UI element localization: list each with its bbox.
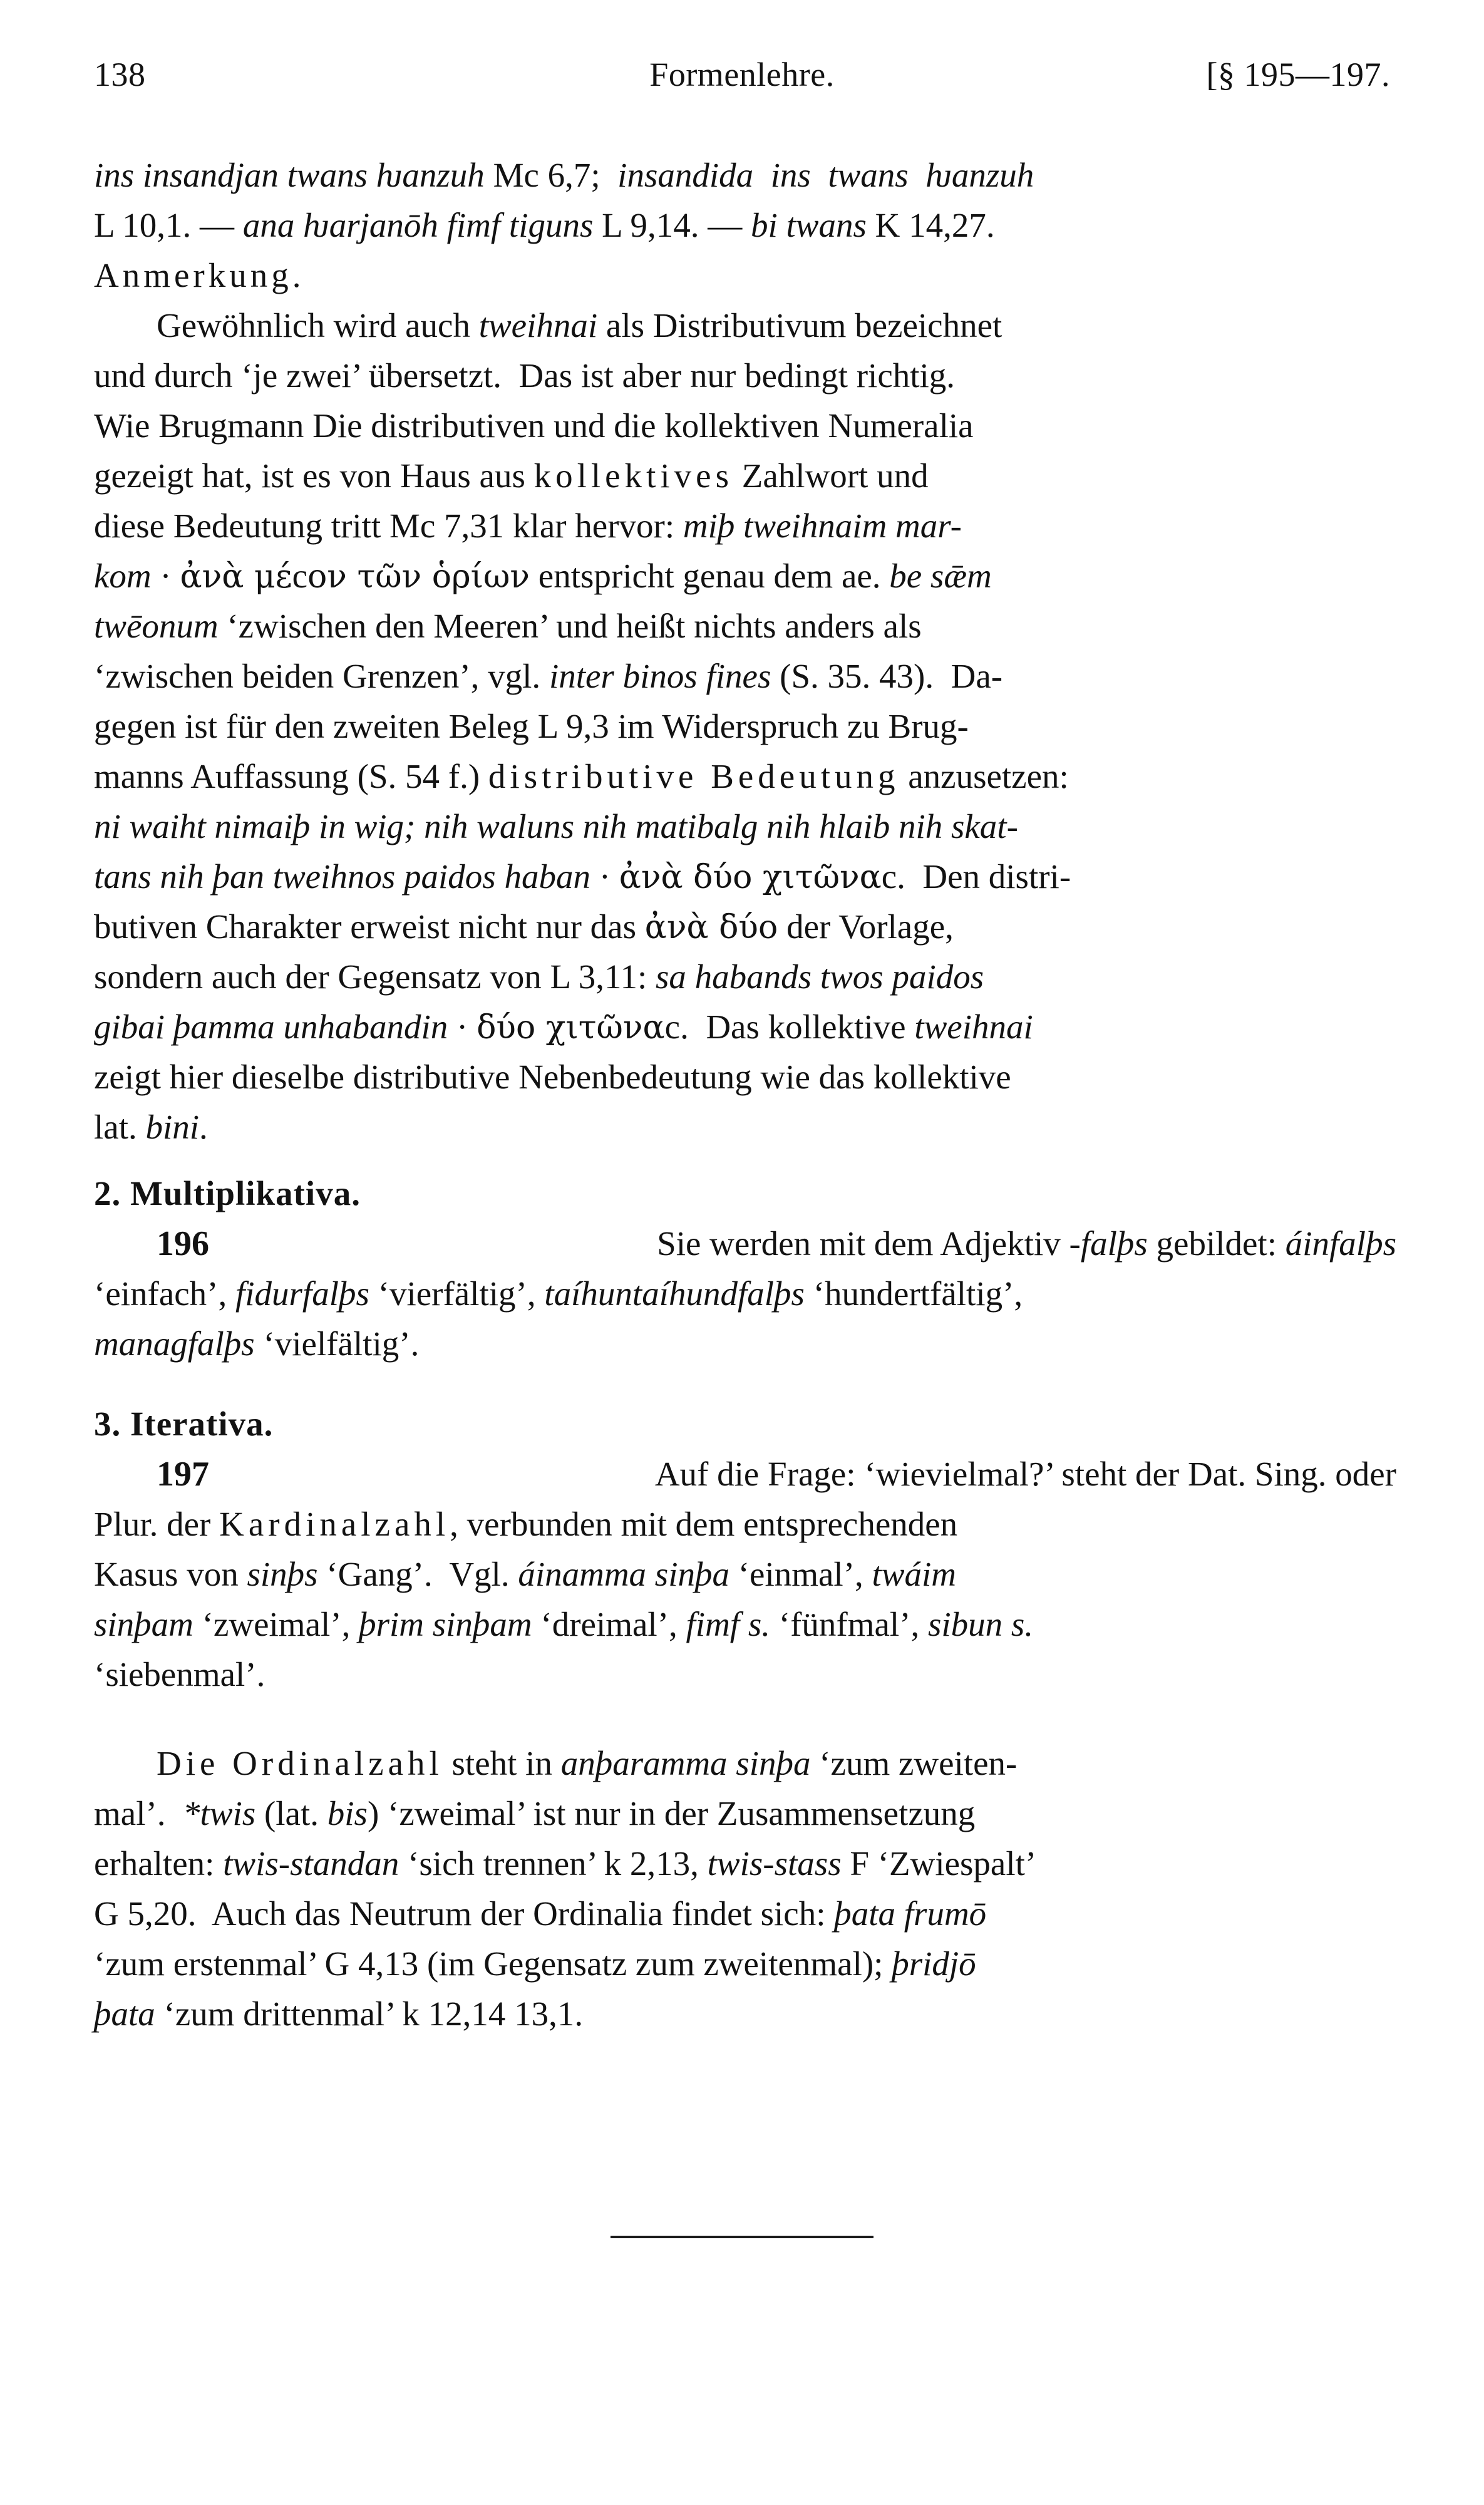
- running-head: [94, 55, 1390, 99]
- example-line: [94, 150, 1396, 200]
- ordinal-line-text: ‘zum erstenmal’ G 4,13 (im Gegensatz zum zweitenmal); þridjō: [94, 1945, 976, 1983]
- section-heading-iterativa: 3. Iterativa.: [94, 1405, 274, 1443]
- section197-line-text: ‘siebenmal’.: [94, 1655, 265, 1693]
- anmerkung-line: [94, 651, 1396, 701]
- section197-line: [94, 1599, 1396, 1650]
- spacer: [94, 1369, 1396, 1399]
- section-number-196: 196: [157, 1224, 209, 1263]
- spacer: [94, 1152, 1396, 1169]
- section196-line-text: ‘einfach’, fidurfalþs ‘vierfältig’, taíhuntaíhundfalþs ‘hundertfältig’,: [94, 1274, 1023, 1313]
- anmerkung-line: [94, 351, 1396, 401]
- anmerkung-line-text: tans nih þan tweihnos paidos haban · ἀνὰ δύο χιτῶναc. Den distri-: [94, 857, 1071, 896]
- anmerkung-line: [94, 501, 1396, 551]
- anmerkung-line-text: kom · ἀνὰ μέcον τῶν ὁρίων entspricht genau dem ae. be sǣm: [94, 557, 992, 596]
- anmerkung-line-text: gezeigt hat, ist es von Haus aus kollektives Zahlwort und: [94, 457, 929, 495]
- page-body: [94, 150, 1396, 2039]
- section-number-197: 197: [157, 1455, 209, 1494]
- example-line: [94, 200, 1396, 250]
- anmerkung-line: [94, 952, 1396, 1002]
- anmerkung-line: [94, 802, 1396, 852]
- ordinal-line-text: G 5,20. Auch das Neutrum der Ordinalia findet sich: þata frumō: [94, 1894, 987, 1933]
- ordinal-line-text: þata ‘zum drittenmal’ k 12,14 13,1.: [94, 1995, 584, 2033]
- ordinal-line-text: mal’. *twis (lat. bis) ‘zweimal’ ist nur in der Zusammensetzung: [94, 1794, 976, 1832]
- anmerkung-line-text: und durch ‘je zwei’ übersetzt. Das ist aber nur bedingt richtig.: [94, 356, 956, 395]
- footer-rule: [611, 2236, 873, 2238]
- section196-line: [94, 1319, 1396, 1369]
- anmerkung-line: [94, 301, 1396, 351]
- anmerkung-line: [94, 701, 1396, 752]
- anmerkung-line: [94, 601, 1396, 651]
- section197-line: [94, 1499, 1396, 1549]
- section197-line: [94, 1650, 1396, 1700]
- ordinal-paragraph-line: [94, 1989, 1396, 2039]
- anmerkung-line: [94, 852, 1396, 902]
- anmerkung-line: [94, 902, 1396, 952]
- ordinal-line-text: Die Ordinalzahl steht in anþaramma sinþa ‘zum zweiten-: [157, 1744, 1018, 1782]
- example-line-text: L 10,1. — ana ƕarjanōh fimf tiguns L 9,14. — bi twans K 14,27.: [94, 206, 995, 244]
- section196-first-line: [94, 1219, 1396, 1269]
- anmerkung-line-text: Gewöhnlich wird auch tweihnai als Distributivum bezeichnet: [157, 306, 1002, 344]
- ordinal-line-text: erhalten: twis-standan ‘sich trennen’ k 2,13, twis-stass F ‘Zwiespalt’: [94, 1844, 1037, 1883]
- anmerkung-line-text: gibai þamma unhabandin · δύο χιτῶναc. Das kollektive tweihnai: [94, 1008, 1033, 1046]
- running-title: Formenlehre.: [649, 56, 835, 93]
- anmerkung-line-text: manns Auffassung (S. 54 f.) distributive Bedeutung anzusetzen:: [94, 757, 1069, 795]
- anmerkung-line-text: butiven Charakter erweist nicht nur das ἀνὰ δύο der Vorlage,: [94, 907, 954, 946]
- anmerkung-line: [94, 1102, 1396, 1152]
- anmerkung-line-text: twēonum ‘zwischen den Meeren’ und heißt nichts anders als: [94, 607, 922, 645]
- anmerkung-line-text: ni waiht nimaiþ in wig; nih waluns nih matibalg nih hlaib nih skat-: [94, 807, 1018, 845]
- anmerkung-line: [94, 1002, 1396, 1052]
- anmerkung-line-text: lat. bini.: [94, 1108, 208, 1146]
- section197-first-line: [94, 1449, 1396, 1499]
- anmerkung-line-text: sondern auch der Gegensatz von L 3,11: sa habands twos paidos: [94, 958, 984, 996]
- ordinal-paragraph-line: [94, 1839, 1396, 1889]
- example-line-text: ins insandjan twans ƕanzuh Mc 6,7; insandida ins twans ƕanzuh: [94, 156, 1034, 194]
- anmerkung-line: [94, 752, 1396, 802]
- anmerkung-line-text: diese Bedeutung tritt Mc 7,31 klar hervor: miþ tweihnaim mar-: [94, 507, 962, 545]
- anmerkung-line: [94, 451, 1396, 501]
- section196-line-text: managfalþs ‘vielfältig’.: [94, 1325, 420, 1363]
- ordinal-paragraph-line: [94, 1889, 1396, 1939]
- spacer: [94, 1700, 1396, 1738]
- anmerkung-line-text: gegen ist für den zweiten Beleg L 9,3 im Widerspruch zu Brug-: [94, 707, 969, 745]
- anmerkung-line: [94, 1052, 1396, 1102]
- ordinal-paragraph-line: [94, 1738, 1396, 1789]
- section197-line: [94, 1549, 1396, 1599]
- anmerkung-line: [94, 551, 1396, 601]
- anmerkung-line-text: ‘zwischen beiden Grenzen’, vgl. inter binos fines (S. 35. 43). Da-: [94, 657, 1003, 695]
- section197-line-text: Auf die Frage: ‘wievielmal?’ steht der Dat. Sing. oder: [654, 1455, 1396, 1493]
- section-range-reference: [§ 195—197.: [1206, 56, 1390, 93]
- section197-line-text: Kasus von sinþs ‘Gang’. Vgl. áinamma sinþa ‘einmal’, twáim: [94, 1555, 956, 1593]
- anmerkung-heading: Anmerkung.: [94, 256, 305, 294]
- anmerkung-line-text: zeigt hier dieselbe distributive Nebenbedeutung wie das kollektive: [94, 1058, 1011, 1096]
- section-heading-multiplikativa: 2. Multiplikativa.: [94, 1174, 361, 1212]
- section196-line-text: Sie werden mit dem Adjektiv -falþs gebildet: áinfalþs: [657, 1224, 1396, 1263]
- page-number: 138: [94, 56, 146, 93]
- anmerkung-line: [94, 401, 1396, 451]
- section196-line: [94, 1269, 1396, 1319]
- section197-line-text: sinþam ‘zweimal’, þrim sinþam ‘dreimal’, fimf s. ‘fünfmal’, sibun s.: [94, 1605, 1034, 1643]
- anmerkung-line-text: Wie Brugmann Die distributiven und die kollektiven Numeralia: [94, 406, 974, 445]
- section197-line-text: Plur. der Kardinalzahl, verbunden mit dem entsprechenden: [94, 1505, 958, 1543]
- ordinal-paragraph-line: [94, 1939, 1396, 1989]
- ordinal-paragraph-line: [94, 1789, 1396, 1839]
